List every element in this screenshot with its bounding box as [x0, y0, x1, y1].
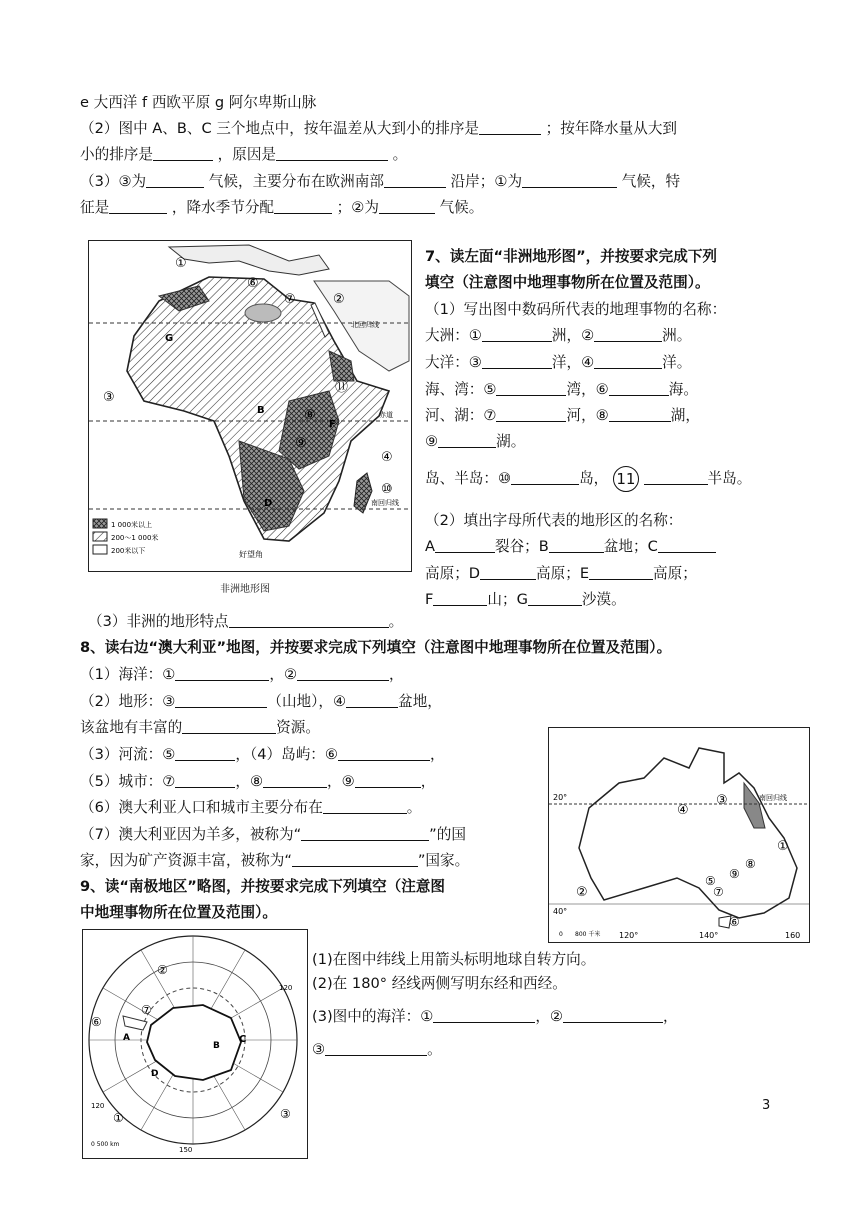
- q7-land-1: A 裂谷；B 盆地；C: [425, 537, 716, 557]
- svg-text:200米以下: 200米以下: [111, 547, 146, 555]
- svg-text:⑨: ⑨: [295, 436, 307, 451]
- svg-text:南回归线: 南回归线: [759, 794, 787, 802]
- africa-map: [88, 240, 412, 572]
- svg-text:⑦: ⑦: [284, 292, 296, 307]
- svg-text:0 500 km: 0 500 km: [91, 1141, 120, 1148]
- q8-terrain: （2）地形：③ （山地），④ 盆地，: [80, 693, 442, 710]
- blank-plateau-d[interactable]: [480, 564, 536, 580]
- blank-aus-city-9[interactable]: [355, 772, 421, 788]
- blank-ocean-4[interactable]: [594, 353, 662, 369]
- q7-continents: 大洲：① 洲，② 洲。: [425, 327, 692, 344]
- svg-text:A: A: [123, 1033, 130, 1043]
- blank-continent-1[interactable]: [482, 326, 552, 342]
- australia-map-drawing: [549, 728, 809, 942]
- q9-title-2: 中地理事物所在位置及范围）。: [80, 904, 278, 921]
- blank-peninsula-11[interactable]: [644, 469, 708, 485]
- question-2-line-2: 小的排序是 ，原因是 。: [80, 146, 408, 163]
- page-number: 3: [762, 1098, 771, 1113]
- q9-sub3-b: ③ 。: [312, 1041, 442, 1058]
- south-tropic-label: 南回归线: [371, 499, 399, 507]
- blank-lake-8[interactable]: [609, 406, 671, 422]
- q8-population: （6）澳大利亚人口和城市主要分布在 。: [80, 799, 422, 816]
- blank-aus-basin[interactable]: [346, 692, 398, 708]
- svg-text:⑥: ⑥: [91, 1015, 102, 1029]
- cape-label: 好望角: [239, 550, 263, 559]
- blank-gulf-5[interactable]: [496, 380, 566, 396]
- svg-text:⑧: ⑧: [304, 408, 316, 423]
- north-tropic-label: 北回归线: [351, 321, 379, 329]
- svg-text:F: F: [329, 419, 336, 430]
- svg-text:③: ③: [103, 390, 115, 405]
- madagascar: [354, 473, 372, 513]
- q7-sub3: （3）非洲的地形特点 。: [88, 613, 404, 630]
- q7-seas: 海、湾：⑤ 湾，⑥ 海。: [425, 381, 698, 398]
- q9-sub3: (3)图中的海洋：① ，② ，: [312, 1008, 678, 1025]
- antarctica-map-drawing: [83, 930, 307, 1158]
- africa-map-caption: 非洲地形图: [220, 584, 270, 595]
- q9-title-1: 9、读“南极地区”略图，并按要求完成下列填空（注意图: [80, 878, 445, 895]
- svg-text:40°: 40°: [553, 907, 568, 916]
- q7-title-2: 填空（注意图中地理事物所在位置及范围）。: [425, 274, 710, 291]
- blank-ant-ocean-1[interactable]: [433, 1007, 535, 1023]
- q9-sub1: (1)在图中纬线上用箭头标明地球自转方向。: [312, 951, 596, 968]
- blank-ocean-3[interactable]: [482, 353, 552, 369]
- svg-text:20°: 20°: [553, 793, 568, 802]
- svg-text:800 千米: 800 千米: [575, 931, 601, 938]
- svg-text:⑥: ⑥: [729, 915, 740, 929]
- blank-aus-city-7[interactable]: [175, 772, 235, 788]
- blank-aus-resource[interactable]: [182, 718, 276, 734]
- svg-text:④: ④: [677, 803, 689, 818]
- q9-sub2: (2)在 180° 经线两侧写明东经和西经。: [312, 975, 567, 992]
- svg-text:D: D: [151, 1069, 159, 1079]
- svg-text:D: D: [264, 498, 273, 509]
- q7-sub2: （2）填出字母所代表的地形区的名称：: [425, 512, 683, 529]
- q7-lake9: ⑨ 湖。: [425, 433, 526, 450]
- blank-season[interactable]: [274, 198, 332, 214]
- blank-desert-g[interactable]: [528, 590, 582, 606]
- equator-label: 赤道: [379, 411, 393, 419]
- antarctica-outline: [147, 1005, 241, 1080]
- q8-river: （3）河流：⑤ ，（4）岛屿：⑥ ，: [80, 746, 445, 763]
- svg-text:⑦: ⑦: [713, 885, 724, 899]
- blank-aus-ocean-2[interactable]: [297, 665, 389, 681]
- blank-africa-terrain[interactable]: [229, 612, 389, 628]
- blank-aus-population[interactable]: [323, 798, 407, 814]
- question-3-line-1: （3）③为 气候，主要分布在欧洲南部 沿岸；①为 气候，特: [80, 173, 681, 190]
- blank-aus-nick-mineral[interactable]: [292, 851, 418, 867]
- svg-text:⑪: ⑪: [335, 380, 349, 395]
- blank-aus-ocean-1[interactable]: [175, 665, 269, 681]
- svg-text:120°: 120°: [619, 931, 639, 940]
- svg-text:③: ③: [280, 1107, 291, 1121]
- africa-map-drawing: [89, 241, 411, 571]
- svg-text:1 000米以上: 1 000米以上: [111, 521, 153, 529]
- svg-text:②: ②: [333, 292, 345, 307]
- blank-climate-2[interactable]: [379, 198, 435, 214]
- svg-text:B: B: [213, 1041, 220, 1051]
- blank-ant-ocean-2[interactable]: [563, 1007, 663, 1023]
- svg-text:120: 120: [279, 984, 293, 992]
- svg-text:⑨: ⑨: [729, 867, 740, 881]
- svg-text:G: G: [165, 333, 174, 344]
- blank-feature[interactable]: [109, 198, 167, 214]
- antarctica-map: [82, 929, 308, 1159]
- question-2-line-1: （2）图中 A、B、C 三个地点中，按年温差从大到小的排序是 ；按年降水量从大到: [80, 120, 678, 137]
- q7-land-3: F 山；G 沙漠。: [425, 591, 626, 608]
- q7-oceans: 大洋：③ 洋，④ 洋。: [425, 354, 692, 371]
- blank-aus-mountain[interactable]: [175, 692, 267, 708]
- blank-rift-a[interactable]: [435, 537, 495, 553]
- blank-climate-3[interactable]: [146, 172, 204, 188]
- blank-aus-city-8[interactable]: [263, 772, 327, 788]
- svg-text:⑩: ⑩: [381, 482, 393, 497]
- q7-land-2: 高原；D 高原；E 高原；: [425, 565, 697, 582]
- svg-text:⑧: ⑧: [745, 857, 756, 871]
- svg-text:160: 160: [785, 931, 801, 940]
- blank-continent-2[interactable]: [594, 326, 662, 342]
- q7-islands: 岛、半岛：⑩ 岛， 11 半岛。: [425, 466, 751, 492]
- svg-text:120: 120: [91, 1102, 105, 1110]
- svg-text:140°: 140°: [699, 931, 719, 940]
- svg-text:①: ①: [777, 839, 789, 854]
- svg-text:①: ①: [175, 256, 187, 271]
- q7-title-1: 7、读左面“非洲地形图”，并按要求完成下列: [425, 248, 718, 265]
- svg-text:200～1 000米: 200～1 000米: [111, 534, 159, 542]
- svg-text:0: 0: [559, 931, 563, 938]
- q7-rivers: 河、湖：⑦ 河，⑧ 湖，: [425, 407, 700, 424]
- svg-text:150: 150: [179, 1146, 193, 1154]
- q8-nickname-2: 家，因为矿产资源丰富，被称为“ ”国家。: [80, 852, 470, 869]
- svg-text:⑥: ⑥: [247, 276, 259, 291]
- svg-text:C: C: [239, 1034, 247, 1045]
- svg-text:⑦: ⑦: [141, 1003, 152, 1017]
- australia-outline: [579, 748, 797, 918]
- australia-map: [548, 727, 810, 943]
- q8-cities: （5）城市：⑦ ，⑧ ，⑨ ，: [80, 773, 436, 790]
- blank-sea-6[interactable]: [609, 380, 669, 396]
- africa-legend: [93, 519, 158, 555]
- line-e-options: e 大西洋 f 西欧平原 g 阿尔卑斯山脉: [80, 94, 317, 111]
- svg-text:②: ②: [157, 963, 168, 977]
- blank-river-7[interactable]: [496, 406, 566, 422]
- blank-plateau-e[interactable]: [589, 564, 653, 580]
- blank-climate-1[interactable]: [522, 172, 617, 188]
- svg-text:①: ①: [113, 1111, 124, 1125]
- blank-lake-9[interactable]: [438, 432, 496, 448]
- svg-text:②: ②: [576, 885, 588, 900]
- q7-sub1: （1）写出图中数码所代表的地理事物的名称：: [425, 301, 727, 318]
- svg-text:B: B: [257, 405, 265, 416]
- blank-precip-order[interactable]: [153, 145, 213, 161]
- svg-text:⑤: ⑤: [705, 874, 716, 888]
- blank-plateau-c[interactable]: [658, 537, 716, 553]
- question-3-line-2: 征是 ，降水季节分配 ；②为 气候。: [80, 199, 484, 216]
- blank-ant-ocean-3[interactable]: [325, 1040, 427, 1056]
- blank-aus-river[interactable]: [175, 745, 235, 761]
- blank-basin-b[interactable]: [549, 537, 604, 553]
- q8-nickname-1: （7）澳大利亚因为羊多，被称为“ ”的国: [80, 826, 466, 843]
- blank-temp-order[interactable]: [479, 119, 541, 135]
- blank-aus-island[interactable]: [338, 745, 430, 761]
- q8-title: 8、读右边“澳大利亚”地图，并按要求完成下列填空（注意图中地理事物所在位置及范围）。: [80, 639, 672, 656]
- blank-aus-nick-sheep[interactable]: [301, 825, 429, 841]
- circled-11: 11: [613, 466, 639, 492]
- blank-island-10[interactable]: [511, 469, 579, 485]
- svg-text:③: ③: [716, 793, 728, 808]
- blank-mountain-f[interactable]: [433, 590, 487, 606]
- blank-reason[interactable]: [276, 145, 388, 161]
- q8-basin-resource: 该盆地有丰富的 资源。: [80, 719, 320, 736]
- svg-text:④: ④: [381, 450, 393, 465]
- q8-oceans: （1）海洋：① ，② ，: [80, 666, 404, 683]
- blank-sea[interactable]: [384, 172, 446, 188]
